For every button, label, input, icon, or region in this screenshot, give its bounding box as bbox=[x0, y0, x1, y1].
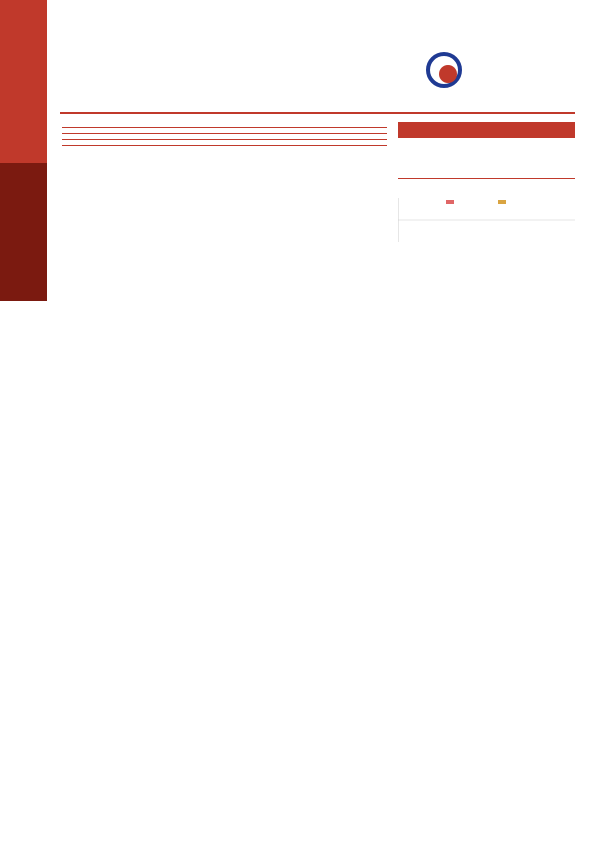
legend-swatch-b bbox=[498, 200, 506, 204]
sidebar-middle bbox=[0, 163, 47, 301]
divider bbox=[62, 127, 387, 128]
trend-chart bbox=[398, 198, 575, 242]
divider bbox=[62, 133, 387, 134]
legend-swatch-a bbox=[446, 200, 454, 204]
sidebar bbox=[0, 0, 47, 841]
main-content bbox=[62, 122, 387, 150]
rating-bar bbox=[398, 122, 575, 138]
sidebar-top bbox=[0, 0, 47, 163]
logo-mark-icon bbox=[426, 52, 462, 88]
info-title bbox=[398, 176, 575, 179]
trend-chart-svg bbox=[398, 198, 575, 246]
header-divider bbox=[60, 112, 575, 114]
divider bbox=[62, 139, 387, 140]
company-logo bbox=[426, 52, 566, 92]
divider bbox=[62, 145, 387, 146]
right-panel bbox=[398, 122, 575, 254]
sidebar-bottom bbox=[0, 301, 47, 841]
